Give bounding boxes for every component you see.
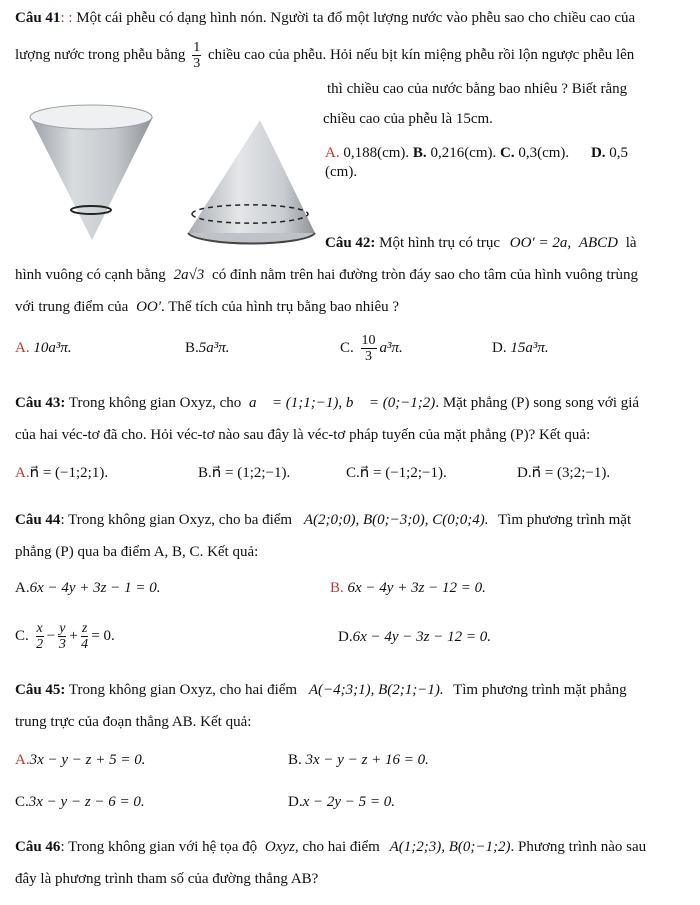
q42-label: Câu 42: xyxy=(325,235,376,251)
q43-text1b: . Mặt phẳng (P) song song với giá xyxy=(435,395,640,411)
q45-text1a: Trong không gian Oxyz, cho hai điểm xyxy=(65,682,298,698)
q46-line1 xyxy=(15,837,646,857)
q46-text1a: : Trong không gian với hệ tọa độ xyxy=(60,839,258,855)
q42-axis: OO′ = 2a, xyxy=(509,235,572,251)
q41-text2a: lượng nước trong phễu bằng xyxy=(15,46,186,63)
q45-optC-value: 3x − y − z − 6 = 0. xyxy=(28,794,145,810)
q46-text1b: , cho hai điểm xyxy=(294,839,380,855)
q42-text3a: với trung điểm của xyxy=(15,299,129,315)
q42-optB-label: B. xyxy=(185,340,199,356)
q44-optC-label: C. xyxy=(15,628,29,644)
q43-optC-value: n⃗ = (−1;2;−1). xyxy=(359,465,447,481)
q42-optD xyxy=(492,338,549,358)
q42-line2 xyxy=(15,265,638,285)
q41-frac-num: 1 xyxy=(193,40,201,55)
q41-line1 xyxy=(15,8,635,28)
q44-frac-z xyxy=(81,621,88,652)
q43-label: Câu 43: xyxy=(15,395,66,411)
q43-optB-value: n⃗ = (1;2;−1). xyxy=(211,465,291,481)
q43-optC xyxy=(346,463,447,483)
funnel-figures xyxy=(25,100,325,255)
q45-optB-label: B. xyxy=(288,752,302,768)
q44-optA-value: 6x − 4y + 3z − 1 = 0. xyxy=(29,580,161,596)
q42-text2a: hình vuông có cạnh bằng xyxy=(15,267,166,283)
q44-optC-tail: = 0. xyxy=(91,628,115,644)
q42-optB-value: 5a³π. xyxy=(198,340,230,356)
q42-optC-num: 10 xyxy=(361,333,376,349)
q42-optA-label: A. xyxy=(15,340,30,356)
q41-fraction xyxy=(192,40,201,71)
q42-text1b: là xyxy=(625,235,637,251)
q44-frac-x-num: x xyxy=(36,621,43,637)
q44-text1a: : Trong không gian Oxyz, cho ba điểm xyxy=(60,512,293,528)
q45-optA xyxy=(15,750,146,770)
q41-optD-cont: (cm). xyxy=(325,164,358,180)
q44-line1 xyxy=(15,510,631,530)
q42-text3b: . Thể tích của hình trụ bằng bao nhiêu ? xyxy=(161,299,400,315)
q44-frac-z-den: 4 xyxy=(81,637,89,653)
q45-optD-label: D. xyxy=(288,794,303,810)
q45-optA-label: A. xyxy=(15,752,30,768)
q41-line2 xyxy=(15,40,634,71)
q42-side: 2a√3 xyxy=(173,267,205,283)
q44-optD xyxy=(338,627,491,647)
q42-optC-den: 3 xyxy=(365,349,373,365)
q42-optD-label: D. xyxy=(492,340,507,356)
q42-optA-value: 10a³π. xyxy=(33,340,72,356)
q44-frac-z-num: z xyxy=(81,621,88,637)
q42-line3 xyxy=(15,297,399,317)
q45-text1b: Tìm phương trình mặt phẳng xyxy=(453,682,627,698)
q45-line2: trung trực của đoạn thẳng AB. Kết quả: xyxy=(15,714,252,730)
q42-optB xyxy=(185,338,230,358)
q41-optC: 0,3(cm). xyxy=(514,145,570,161)
q41-text2b: chiều cao của phễu. Hỏi nếu bịt kín miệng phễu rồi lộn ngược phễu lên xyxy=(207,46,635,63)
q42-optD-value: 15a³π. xyxy=(510,340,549,356)
q45-points: A(−4;3;1), B(2;1;−1). xyxy=(308,682,444,698)
q42-text2b: có đỉnh nằm trên hai đường tròn đáy sao cho tâm của hình vuông trùng xyxy=(212,267,639,283)
funnel-cone-icon xyxy=(30,105,153,240)
q44-optA-label: A. xyxy=(15,580,30,596)
q44-frac-x xyxy=(36,621,44,652)
q45-optD-value: x − 2y − 5 = 0. xyxy=(302,794,396,810)
q43-optA xyxy=(15,463,108,483)
q43-optB-label: B. xyxy=(198,465,212,481)
q43-optD-value: n⃗ = (3;2;−1). xyxy=(531,465,611,481)
q45-line1 xyxy=(15,680,627,700)
q42-line1 xyxy=(325,233,637,253)
q46-text1c: . Phương trình nào sau xyxy=(510,839,647,855)
q44-optB-value: 6x − 4y + 3z − 12 = 0. xyxy=(347,580,486,596)
q43-optA-value: n⃗ = (−1;2;1). xyxy=(29,465,109,481)
q41-optA: 0,188(cm). xyxy=(339,145,410,161)
q45-optC xyxy=(15,792,145,812)
q44-points: A(2;0;0), B(0;−3;0), C(0;0;4). xyxy=(303,512,489,528)
inverted-cone-icon xyxy=(188,120,315,244)
q46-label: Câu 46 xyxy=(15,839,61,855)
q45-label: Câu 45: xyxy=(15,682,66,698)
q44-optB xyxy=(330,578,486,598)
q45-optB-value: 3x − y − z + 16 = 0. xyxy=(305,752,429,768)
q46-line2: đây là phương trình tham số của đường thẳng AB? xyxy=(15,871,319,887)
q44-frac-y xyxy=(58,621,66,652)
q44-frac-y-num: y xyxy=(59,621,66,637)
q41-options xyxy=(325,143,628,163)
q42-optC-frac xyxy=(361,333,377,364)
q42-optC-label: C. xyxy=(340,340,354,356)
q43-line1 xyxy=(15,393,639,413)
q43-optC-label: C. xyxy=(346,465,360,481)
q43-text1a: Trong không gian Oxyz, cho xyxy=(65,395,242,411)
q41-text1: Một cái phễu có dạng hình nón. Người ta đổ một lượng nước vào phễu sao cho chiều cao của xyxy=(72,10,636,26)
q45-optB xyxy=(288,750,429,770)
q43-line2: của hai véc-tơ đã cho. Hỏi véc-tơ nào sau đây là véc-tơ pháp tuyến của mặt phẳng (P)? Kết quả: xyxy=(15,427,591,443)
q42-optC xyxy=(340,330,403,366)
q44-optD-label: D. xyxy=(338,629,353,645)
q42-optC-tail: a³π. xyxy=(379,340,403,356)
q43-optD-label: D. xyxy=(517,465,532,481)
q42-text1a: Một hình trụ có trục xyxy=(375,235,500,251)
q44-optC: C. $\frac{x}{2}$ − $\frac{y}{3}$ + $\frac{z}{4}$ = 0. xyxy=(15,621,115,653)
q41-optA-label: A. xyxy=(325,145,340,161)
q41-optD-label: D. xyxy=(590,145,606,161)
q41-optB-label: B. xyxy=(412,145,427,161)
q42-optA xyxy=(15,338,72,358)
q44-line2: phẳng (P) qua ba điểm A, B, C. Kết quả: xyxy=(15,544,259,560)
q45-optA-value: 3x − y − z + 5 = 0. xyxy=(29,752,146,768)
q41-line4: chiều cao của phễu là 15cm. xyxy=(323,111,493,127)
q44-optB-label: B. xyxy=(330,580,344,596)
q41-frac-den: 3 xyxy=(193,56,201,71)
q41-sep: : : xyxy=(60,10,73,26)
q42-mid: OO′ xyxy=(136,299,162,315)
q45-optC-label: C. xyxy=(15,794,29,810)
q42-square: ABCD xyxy=(578,235,618,251)
q44-optA xyxy=(15,578,161,598)
q43-optB xyxy=(198,463,290,483)
q44-label: Câu 44 xyxy=(15,512,61,528)
q41-label: Câu 41 xyxy=(15,10,61,26)
q41-optC-label: C. xyxy=(500,145,515,161)
q43-optA-label: A. xyxy=(15,465,30,481)
q46-points: A(1;2;3), B(0;−1;2) xyxy=(389,839,511,855)
q43-vectors: a⃗ = (1;1;−1), b⃗ = (0;−1;2) xyxy=(249,395,436,411)
q45-optD xyxy=(288,792,395,812)
q43-optD xyxy=(517,463,610,483)
q44-frac-y-den: 3 xyxy=(58,637,66,653)
q44-optD-value: 6x − 4y − 3z − 12 = 0. xyxy=(352,629,491,645)
q41-optD: 0,5 xyxy=(605,145,629,161)
q46-system: Oxyz xyxy=(264,839,295,855)
q44-frac-x-den: 2 xyxy=(36,637,44,653)
q44-text1b: Tìm phương trình mặt xyxy=(497,512,632,528)
q41-line3: thì chiều cao của nước bằng bao nhiêu ? Biết rằng xyxy=(327,81,628,97)
q41-optB: 0,216(cm). xyxy=(426,145,497,161)
